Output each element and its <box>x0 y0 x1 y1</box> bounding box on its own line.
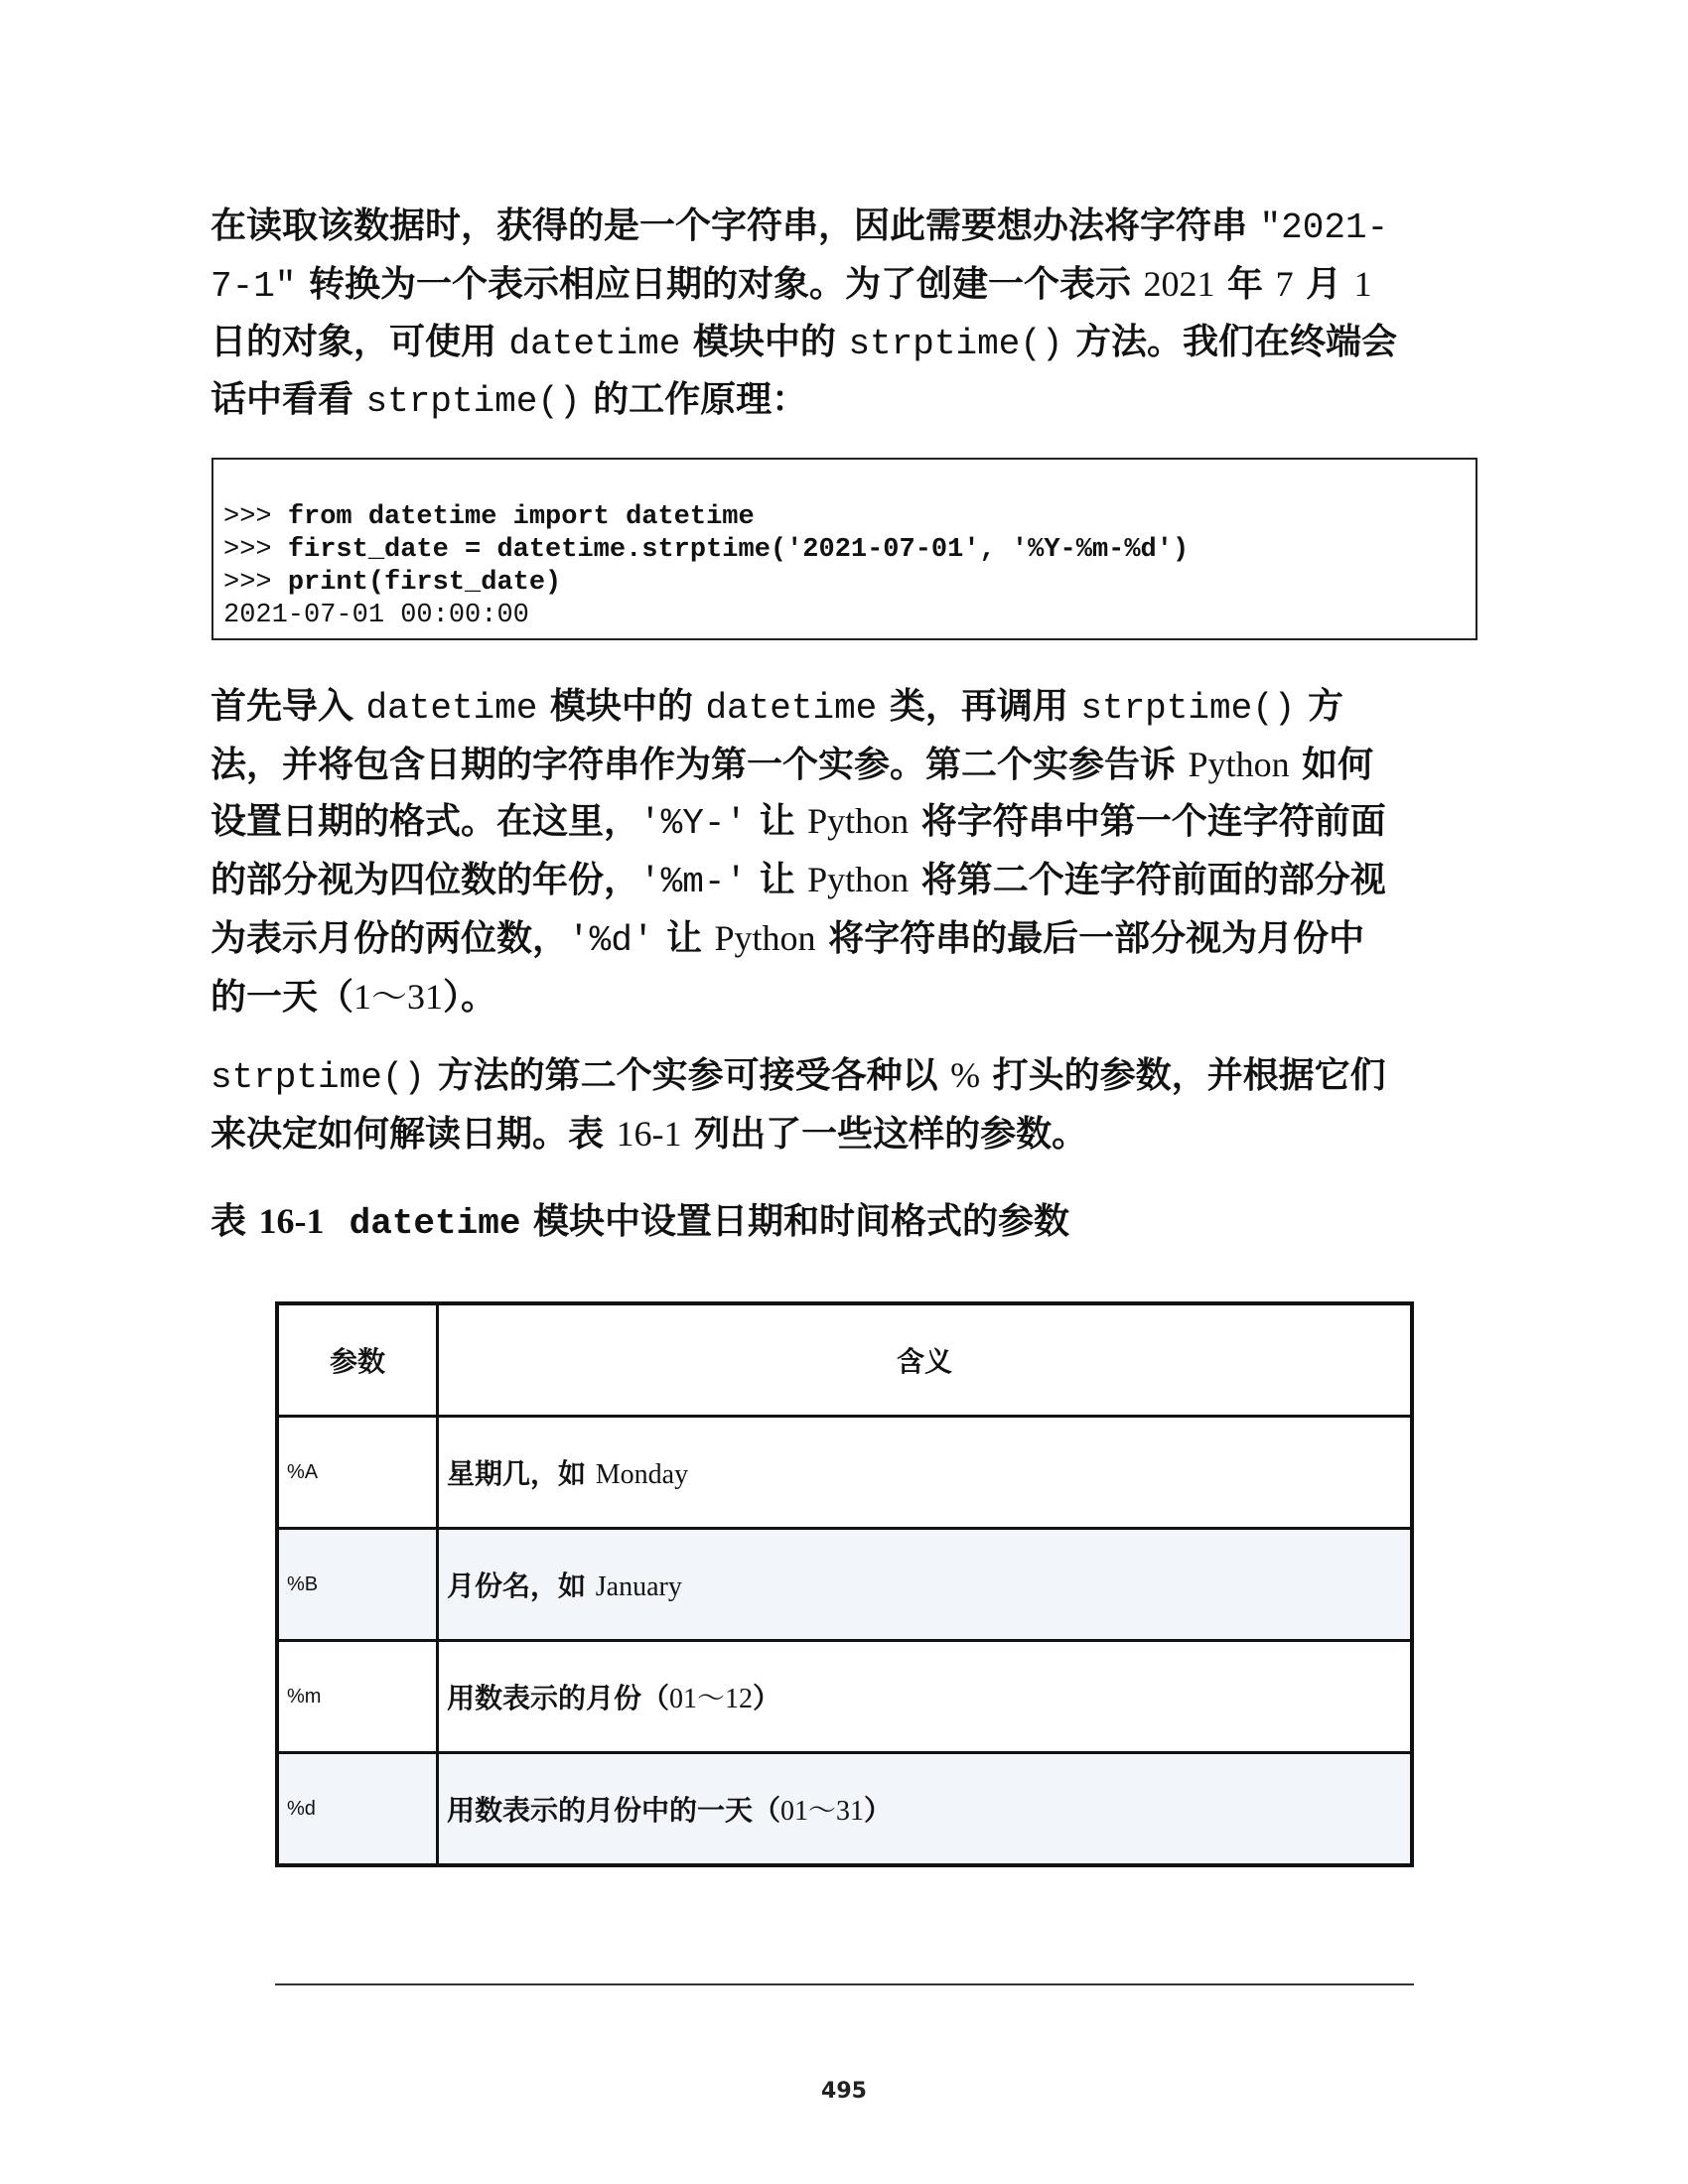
text: 转换为一个表示相应日期的对象。为了创建一个表示 <box>296 264 1144 305</box>
meaning-text: 用数表示的月份中的一天（ <box>447 1794 781 1827</box>
inline-code: strptime() <box>1080 688 1296 729</box>
text: 话中看看 <box>211 379 366 420</box>
text: 类，再调用 <box>877 686 1081 727</box>
text-line <box>211 793 1481 852</box>
text: 方法。我们在终端会 <box>1062 322 1398 362</box>
text: 在读取该数据时，获得的是一个字符串，因此需要想办法将字符串 <box>211 205 1260 246</box>
meaning-cell <box>438 1417 1413 1529</box>
code-line <box>223 567 1476 600</box>
inline-code: datetime <box>705 688 878 729</box>
text: 让 <box>747 801 808 842</box>
text-line <box>211 256 1481 315</box>
table-caption <box>211 1193 1069 1252</box>
param-cell: %d <box>277 1753 438 1866</box>
text: Python <box>807 801 910 841</box>
inline-code: strptime() <box>365 381 581 422</box>
meaning-example: Monday <box>595 1459 689 1490</box>
text: 方 <box>1295 686 1343 727</box>
caption-title: 模块中设置日期和时间格式的参数 <box>520 1201 1069 1242</box>
code-output <box>223 600 1476 632</box>
table-row <box>277 1417 1412 1529</box>
table-header-row <box>277 1303 1412 1417</box>
text-line <box>211 315 1481 372</box>
meaning-text: 月份名，如 <box>447 1570 596 1602</box>
text: 法，并将包含日期的字符串作为第一个实参。第二个实参告诉 <box>211 745 1189 785</box>
text: 让 <box>747 860 808 900</box>
meaning-cell <box>438 1529 1413 1641</box>
text-line <box>211 737 1481 793</box>
number: 1 <box>1353 264 1372 304</box>
text: 16-1 <box>616 1114 682 1154</box>
text: 的一天（ <box>211 977 354 1018</box>
meaning-example: January <box>595 1571 682 1602</box>
text: 让 <box>653 918 715 959</box>
prompt: >>> <box>223 535 288 565</box>
meaning-tail: ） <box>864 1794 893 1827</box>
inline-code: strptime() <box>848 324 1063 364</box>
meaning-example: 01～12 <box>669 1684 754 1714</box>
text: 的工作原理： <box>580 379 808 420</box>
paragraph-intro <box>211 199 1481 430</box>
code-line <box>223 534 1476 567</box>
header-meaning: 含义 <box>438 1303 1413 1417</box>
text: 将字符串中第一个连字符前面 <box>909 801 1386 842</box>
text: 的部分视为四位数的年份， <box>211 860 640 900</box>
meaning-tail: ） <box>753 1682 781 1714</box>
paragraph-table-intro <box>211 1047 1481 1162</box>
param-cell: %A <box>277 1417 438 1529</box>
text: 首先导入 <box>211 686 366 727</box>
text: 将字符串的最后一部分视为月份中 <box>815 918 1365 959</box>
code-line <box>223 501 1476 534</box>
text: Python <box>1188 745 1290 784</box>
number: 2021 <box>1143 264 1215 304</box>
paragraph-explanation <box>211 679 1481 1025</box>
param-cell: %m <box>277 1641 438 1753</box>
inline-code: datetime <box>508 324 681 364</box>
footer-divider <box>275 1983 1414 1985</box>
text-line <box>211 199 1481 256</box>
meaning-example: 01～31 <box>780 1796 865 1827</box>
param-cell: %B <box>277 1529 438 1641</box>
text: 如何 <box>1289 745 1374 785</box>
format-table <box>275 1301 1414 1867</box>
text: 模块中的 <box>680 322 849 362</box>
table-row <box>277 1641 1412 1753</box>
caption-module: datetime <box>349 1203 521 1244</box>
caption-prefix: 表 <box>211 1201 259 1242</box>
output-text: 2021-07-01 00:00:00 <box>223 601 529 630</box>
page-number: 495 <box>821 2079 867 2104</box>
text-line <box>211 679 1481 737</box>
text: 日的对象，可使用 <box>211 322 509 362</box>
text-line <box>211 910 1481 969</box>
text-line <box>211 1047 1481 1106</box>
table-row <box>277 1529 1412 1641</box>
text-line <box>211 372 1481 430</box>
text: Python <box>714 918 816 958</box>
table-row <box>277 1753 1412 1866</box>
text: 月 <box>1293 264 1354 305</box>
meaning-text: 用数表示的月份（ <box>447 1682 670 1714</box>
text: 为表示月份的两位数， <box>211 918 569 959</box>
code-input: first_date = datetime.strptime('2021-07-01', '%Y-%m-%d') <box>287 535 1190 565</box>
prompt: >>> <box>223 502 288 532</box>
inline-code: "2021- <box>1259 207 1389 248</box>
header-param: 参数 <box>277 1303 438 1417</box>
text: 将第二个连字符前面的部分视 <box>909 860 1386 900</box>
prompt: >>> <box>223 568 288 598</box>
inline-code: '%m-' <box>639 862 748 902</box>
text-line <box>211 852 1481 910</box>
code-input: from datetime import datetime <box>287 502 755 532</box>
text: 方法的第二个实参可接受各种以 <box>425 1055 951 1096</box>
text: 来决定如何解读日期。表 <box>211 1114 617 1155</box>
meaning-cell <box>438 1753 1413 1866</box>
number: 1～31 <box>353 977 444 1017</box>
code-input: print(first_date) <box>287 568 562 598</box>
text: Python <box>807 860 910 899</box>
text-line <box>211 969 1481 1025</box>
inline-code: '%Y-' <box>639 803 748 844</box>
code-block <box>211 458 1477 640</box>
inline-code: datetime <box>365 688 538 729</box>
text-line <box>211 1106 1481 1162</box>
meaning-cell <box>438 1641 1413 1753</box>
text: % <box>950 1055 981 1095</box>
text: ）。 <box>443 977 497 1018</box>
inline-code: '%d' <box>568 920 654 961</box>
caption-number: 16-1 <box>258 1201 325 1241</box>
meaning-text: 星期几，如 <box>447 1457 596 1490</box>
text: 设置日期的格式。在这里， <box>211 801 640 842</box>
inline-code: 7-1" <box>211 266 297 307</box>
number: 7 <box>1275 264 1294 304</box>
text: 模块中的 <box>537 686 706 727</box>
text: 年 <box>1214 264 1276 305</box>
text: 打头的参数，并根据它们 <box>980 1055 1386 1096</box>
inline-code: strptime() <box>211 1057 426 1098</box>
text: 列出了一些这样的参数。 <box>681 1114 1088 1155</box>
